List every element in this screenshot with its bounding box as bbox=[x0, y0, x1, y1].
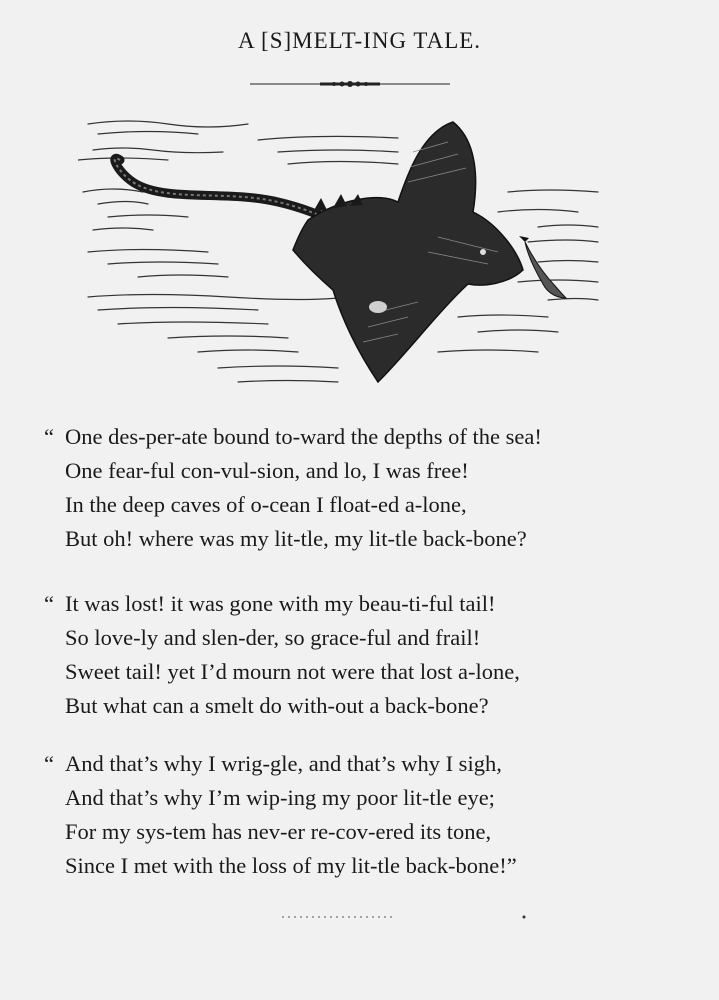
poem-line: “ One des-per-ate bound to-ward the depths of the sea! bbox=[44, 420, 684, 454]
stanza-3 bbox=[44, 747, 684, 883]
page-title: A [S]MELT-ING TALE. bbox=[237, 28, 482, 53]
stanza-2 bbox=[44, 587, 684, 723]
poem-line: But oh! where was my lit-tle, my lit-tle back-bone? bbox=[65, 526, 527, 551]
poem-line: So love-ly and slen-der, so grace-ful and frail! bbox=[65, 625, 481, 650]
ornament-divider-icon bbox=[250, 77, 450, 91]
poem-line: Sweet tail! yet I’d mourn not were that lost a-lone, bbox=[65, 659, 520, 684]
poem-line: And that’s why I’m wip-ing my poor lit-tle eye; bbox=[65, 785, 495, 810]
open-quote: “ bbox=[44, 424, 54, 449]
poem-line: Since I met with the loss of my lit-tle back-bone!” bbox=[65, 853, 517, 878]
bottom-dotted-rule-icon bbox=[282, 912, 532, 922]
stanza-1 bbox=[44, 420, 684, 556]
open-quote: “ bbox=[44, 751, 54, 776]
stingray-illustration-icon bbox=[78, 112, 638, 397]
poem-line: One fear-ful con-vul-sion, and lo, I was free! bbox=[65, 458, 469, 483]
poem-line: In the deep caves of o-cean I float-ed a-lone, bbox=[65, 492, 467, 517]
poem-line: For my sys-tem has nev-er re-cov-ered its tone, bbox=[65, 819, 492, 844]
poem-line: “ And that’s why I wrig-gle, and that’s why I sigh, bbox=[44, 747, 684, 781]
open-quote: “ bbox=[44, 591, 54, 616]
poem-line: “ It was lost! it was gone with my beau-ti-ful tail! bbox=[44, 587, 684, 621]
poem-line: But what can a smelt do with-out a back-bone? bbox=[65, 693, 489, 718]
